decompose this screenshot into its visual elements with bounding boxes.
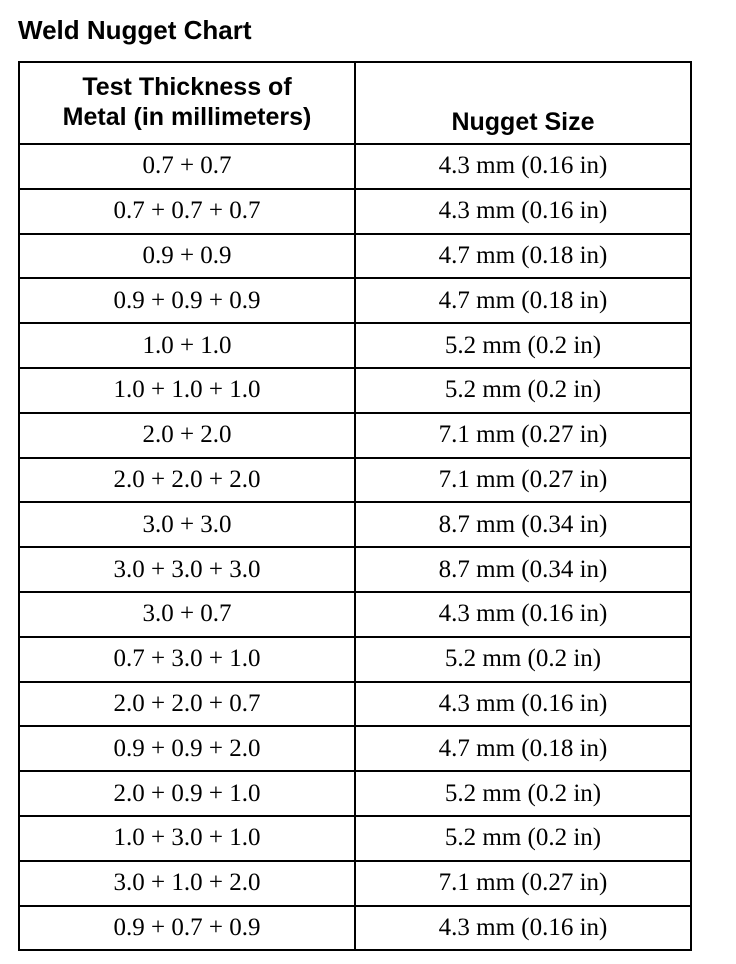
thickness-cell: 0.9 + 0.9 + 0.9 xyxy=(19,278,355,323)
thickness-cell: 1.0 + 1.0 xyxy=(19,323,355,368)
nugget-size-cell: 5.2 mm (0.2 in) xyxy=(355,323,691,368)
table-row xyxy=(19,906,691,951)
nugget-size-cell: 4.7 mm (0.18 in) xyxy=(355,726,691,771)
table-header-row xyxy=(19,62,691,144)
thickness-cell: 3.0 + 0.7 xyxy=(19,592,355,637)
thickness-cell: 0.7 + 0.7 xyxy=(19,144,355,189)
table-row xyxy=(19,413,691,458)
table-row xyxy=(19,368,691,413)
nugget-size-cell: 4.3 mm (0.16 in) xyxy=(355,682,691,727)
nugget-size-cell: 5.2 mm (0.2 in) xyxy=(355,816,691,861)
table-row xyxy=(19,726,691,771)
thickness-cell: 2.0 + 0.9 + 1.0 xyxy=(19,771,355,816)
thickness-cell: 3.0 + 1.0 + 2.0 xyxy=(19,861,355,906)
table-row xyxy=(19,278,691,323)
nugget-size-cell: 4.3 mm (0.16 in) xyxy=(355,592,691,637)
table-row xyxy=(19,637,691,682)
thickness-cell: 0.9 + 0.9 + 2.0 xyxy=(19,726,355,771)
table-row xyxy=(19,323,691,368)
table-row xyxy=(19,861,691,906)
nugget-size-cell: 7.1 mm (0.27 in) xyxy=(355,413,691,458)
header-nugget-size: Nugget Size xyxy=(355,62,691,144)
thickness-cell: 1.0 + 3.0 + 1.0 xyxy=(19,816,355,861)
thickness-cell: 0.9 + 0.9 xyxy=(19,234,355,279)
nugget-size-cell: 5.2 mm (0.2 in) xyxy=(355,368,691,413)
table-row xyxy=(19,816,691,861)
nugget-size-cell: 7.1 mm (0.27 in) xyxy=(355,458,691,503)
thickness-cell: 2.0 + 2.0 xyxy=(19,413,355,458)
table-row xyxy=(19,189,691,234)
page-title: Weld Nugget Chart xyxy=(18,15,252,45)
thickness-cell: 2.0 + 2.0 + 0.7 xyxy=(19,682,355,727)
thickness-cell: 0.7 + 0.7 + 0.7 xyxy=(19,189,355,234)
nugget-size-cell: 4.3 mm (0.16 in) xyxy=(355,906,691,951)
nugget-size-cell: 4.3 mm (0.16 in) xyxy=(355,144,691,189)
table-row xyxy=(19,234,691,279)
table-row xyxy=(19,592,691,637)
table-row xyxy=(19,502,691,547)
thickness-cell: 3.0 + 3.0 + 3.0 xyxy=(19,547,355,592)
weld-nugget-table xyxy=(18,61,692,951)
nugget-size-cell: 4.7 mm (0.18 in) xyxy=(355,278,691,323)
nugget-size-cell: 5.2 mm (0.2 in) xyxy=(355,637,691,682)
nugget-size-cell: 8.7 mm (0.34 in) xyxy=(355,547,691,592)
thickness-cell: 0.9 + 0.7 + 0.9 xyxy=(19,906,355,951)
table-row xyxy=(19,771,691,816)
nugget-size-cell: 8.7 mm (0.34 in) xyxy=(355,502,691,547)
table-row xyxy=(19,458,691,503)
thickness-cell: 0.7 + 3.0 + 1.0 xyxy=(19,637,355,682)
nugget-size-cell: 4.3 mm (0.16 in) xyxy=(355,189,691,234)
table-row xyxy=(19,682,691,727)
nugget-size-cell: 7.1 mm (0.27 in) xyxy=(355,861,691,906)
header-test-thickness: Test Thickness of Metal (in millimeters) xyxy=(19,62,355,144)
nugget-size-cell: 4.7 mm (0.18 in) xyxy=(355,234,691,279)
table-row xyxy=(19,547,691,592)
thickness-cell: 1.0 + 1.0 + 1.0 xyxy=(19,368,355,413)
thickness-cell: 3.0 + 3.0 xyxy=(19,502,355,547)
table-row xyxy=(19,144,691,189)
nugget-size-cell: 5.2 mm (0.2 in) xyxy=(355,771,691,816)
thickness-cell: 2.0 + 2.0 + 2.0 xyxy=(19,458,355,503)
